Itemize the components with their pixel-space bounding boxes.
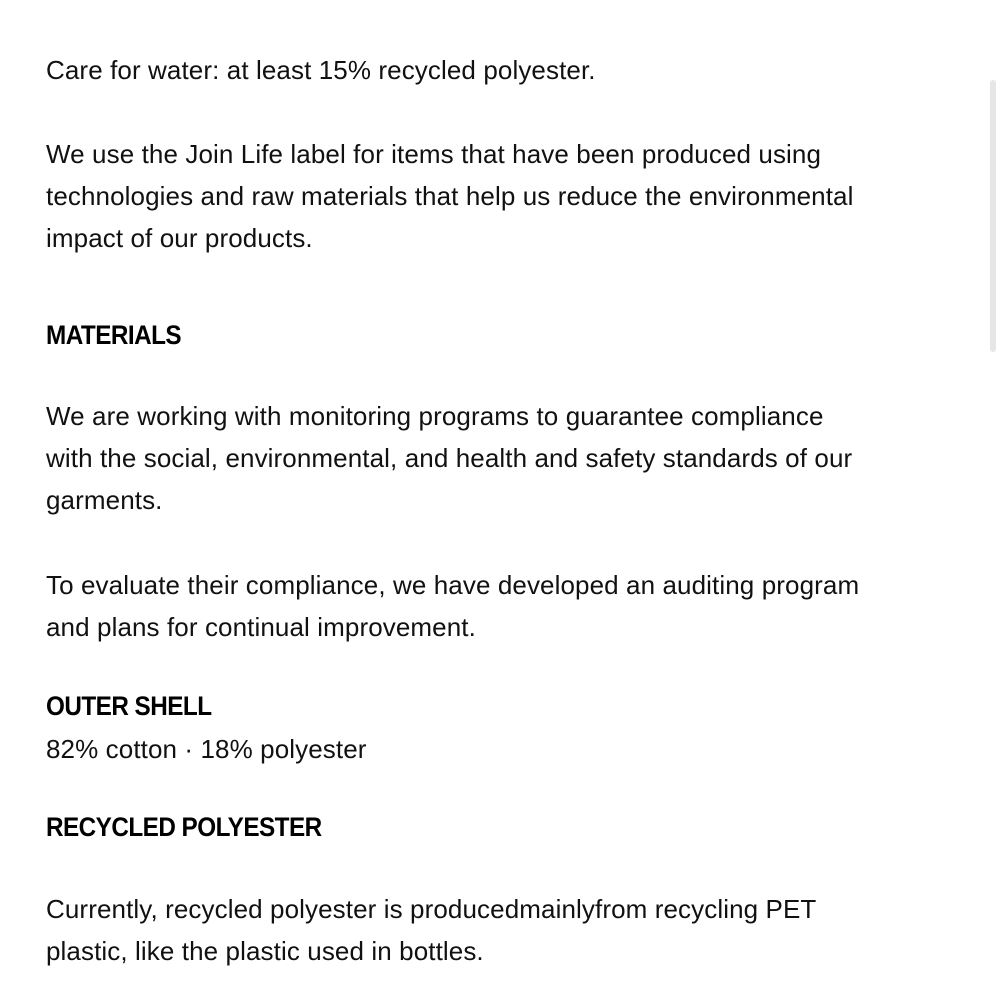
vertical-scrollbar[interactable] [990, 80, 996, 352]
recycled-polyester-heading: RECYCLED POLYESTER [46, 812, 322, 842]
materials-heading: MATERIALS [46, 320, 182, 350]
outer-shell-composition: 82% cotton · 18% polyester [46, 734, 367, 764]
outer-shell-heading: OUTER SHELL [46, 691, 212, 721]
join-life-text: We use the Join Life label for items that have been produced using technologies and raw materials that help us reduce the environmental impact of our products. [46, 139, 854, 253]
materials-paragraph-2: To evaluate their compliance, we have developed an auditing program and plans for continual improvement. [46, 570, 860, 642]
recycled-polyester-description: Currently, recycled polyester is producedmainlyfrom recycling PET plastic, like the plastic used in bottles. [46, 894, 817, 966]
care-for-water-text: Care for water: at least 15% recycled polyester. [46, 55, 596, 85]
materials-paragraph-1: We are working with monitoring programs to guarantee compliance with the social, environmental, and health and safety standards of our garments. [46, 401, 853, 515]
